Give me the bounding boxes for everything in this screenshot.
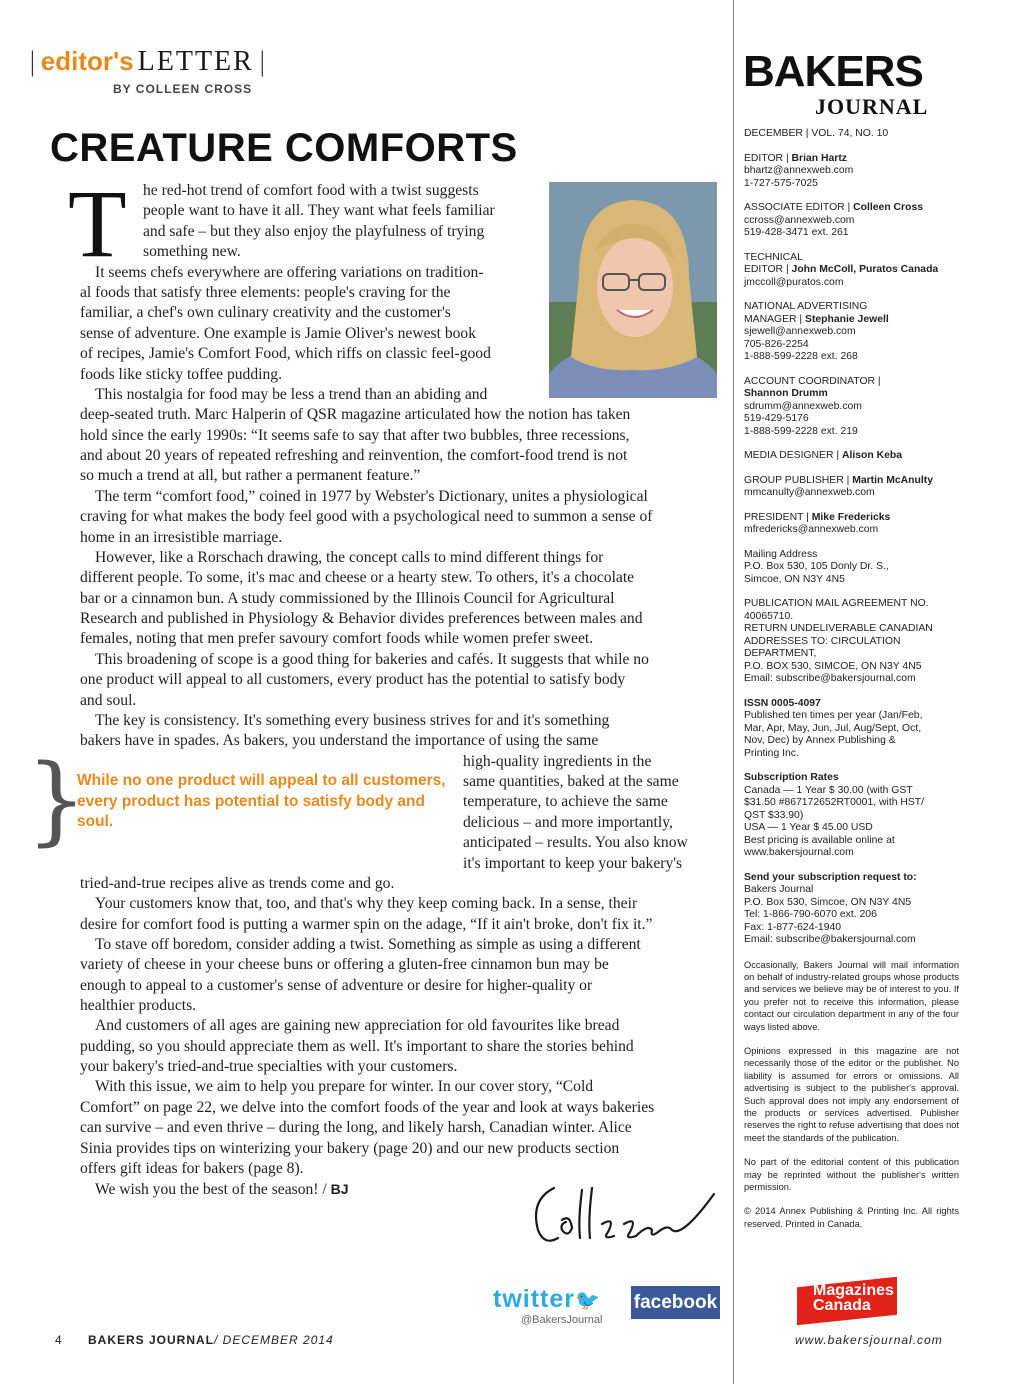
signature [532, 1180, 722, 1260]
staff-advertising [744, 301, 959, 364]
logo-magazines: Magazines [813, 1282, 894, 1299]
body-line: your bakery's tried-and-true specialties with your customers. [80, 1058, 458, 1075]
body-line: and soul. [80, 692, 137, 709]
name: Shannon Drumm [744, 388, 828, 399]
sign-off: BJ [330, 1181, 349, 1197]
staff-editor [744, 153, 959, 191]
role: GROUP PUBLISHER | [744, 474, 853, 486]
text-line: QST $33.90) [744, 809, 804, 821]
twitter-bird-icon: 🐦 [575, 1290, 601, 1312]
body-line: variety of cheese in your cheese buns or offering a gluten-free cinnamon bun may be [80, 956, 609, 973]
email: sdrumm@annexweb.com [744, 400, 862, 412]
role: NATIONAL ADVERTISING [744, 301, 868, 312]
phone: 705-826-2254 [744, 338, 809, 350]
body-line: it's important to keep your bakery's [463, 855, 683, 872]
text-line: Best pricing is available online at [744, 834, 895, 846]
privacy-notice: Occasionally, Bakers Journal will mail information on behalf of industry-related groups whose products and services we believe may be of interest to you. If you prefer not to receive this information, please contact our circulation department in any of the four ways listed above. [744, 959, 959, 1032]
text-line: USA — 1 Year $ 45.00 USD [744, 822, 873, 833]
body-line: craving for what makes the body feel good with a psychological need to summon a sense of [80, 508, 653, 525]
kicker-bar-right: | [257, 47, 267, 77]
body-line: desire for comfort food is putting a warmer spin on the adage, “If it ain't broke, don't fix it.” [80, 916, 653, 933]
name: Brian Hartz [791, 152, 847, 164]
name: John McColl, Puratos Canada [791, 264, 939, 275]
twitter-wordmark: twitter [493, 1285, 575, 1313]
opinions-disclaimer: Opinions expressed in this magazine are not necessarily those of the editor or the publisher. No liability is assumed for errors or omissions. All advertising is subject to the publisher's approval. Such approval does not imply any endorsement of the products or services advertised. Publisher reserves the right to refuse advertising that does not meet the standards of the publication. [744, 1045, 959, 1143]
pull-quote-brace: } [26, 744, 88, 856]
mailing-address [744, 549, 959, 587]
logo-journal: JOURNAL [815, 94, 929, 119]
body-line: pudding, so you should appreciate them as well. It's important to share the stories behind [80, 1038, 634, 1055]
kicker-letter: LETTER [137, 46, 254, 77]
phone: 519-428-3471 ext. 261 [744, 227, 849, 238]
section-kicker [28, 46, 267, 80]
email: jmccoll@puratos.com [744, 276, 844, 288]
body-line: Research and published in Physiology & Behavior divides preferences between males and [80, 610, 643, 627]
role: EDITOR | [744, 152, 792, 164]
staff-account-coordinator [744, 376, 959, 439]
pull-quote: While no one product will appeal to all customers, every product has potential to satisfy body and soul. [77, 772, 446, 830]
twitter-handle: @BakersJournal [521, 1314, 603, 1326]
body-line: It seems chefs everywhere are offering variations on tradition- [95, 264, 484, 281]
body-line: foods like sticky toffee pudding. [80, 366, 282, 383]
text-line: ADDRESSES TO: CIRCULATION [744, 635, 901, 647]
author-photo [549, 182, 717, 398]
staff-media-designer [744, 450, 959, 463]
role: ACCOUNT COORDINATOR | [744, 375, 881, 387]
body-line: Sinia provides tips on winterizing your bakery (page 20) and our new products section [80, 1140, 620, 1157]
body-line: one product will appeal to all customers, every product has the potential to satisfy body [80, 671, 626, 688]
text-line: Email: subscribe@bakersjournal.com [744, 934, 916, 945]
issn-info [744, 698, 959, 761]
label: Send your subscription request to: [744, 871, 917, 883]
body-line: The term “comfort food,” coined in 1977 by Webster's Dictionary, unites a physiological [95, 488, 648, 505]
body-line: and about 20 years of repeated refreshing and reinvention, the comfort-food trend is not [80, 447, 628, 464]
text-line: PUBLICATION MAIL AGREEMENT NO. [744, 598, 929, 609]
staff-group-publisher [744, 475, 959, 500]
text-line: Nov, Dec) by Annex Publishing & [744, 735, 896, 746]
footer-url[interactable]: www.bakersjournal.com [795, 1333, 943, 1347]
body-line: However, like a Rorschach drawing, the concept calls to mind different things for [95, 549, 604, 566]
text-line: Fax: 1-877-624-1940 [744, 921, 842, 933]
email: sjewell@annexweb.com [744, 326, 856, 337]
body-line: offers gift ideas for bakers (page 8). [80, 1160, 304, 1177]
body-line: bakers have in spades. As bakers, you understand the importance of using the same [80, 732, 599, 749]
subscription-rates [744, 772, 959, 860]
issue-info: DECEMBER | VOL. 74, NO. 10 [744, 128, 889, 139]
text-line: RETURN UNDELIVERABLE CANADIAN [744, 623, 933, 634]
signature-scribble [532, 1180, 722, 1255]
text-line: P.O. BOX 530, SIMCOE, ON N3Y 4N5 [744, 660, 922, 672]
role: ASSOCIATE EDITOR | [744, 202, 854, 213]
body-line: females, noting that men prefer savoury comfort foods while women prefer sweet. [80, 630, 594, 647]
label: Mailing Address [744, 548, 818, 560]
body-line: And customers of all ages are gaining new appreciation for old favourites like bread [95, 1017, 620, 1034]
page-title: CREATURE COMFORTS [50, 126, 518, 170]
phone: 519-429-5176 [744, 413, 809, 424]
publication-mail [744, 598, 959, 686]
body-line: al foods that satisfy three elements: people's craving for the [80, 284, 451, 301]
body-line: This nostalgia for food may be less a trend than an abiding and [95, 386, 488, 403]
staff-technical-editor [744, 252, 959, 290]
body-line: anticipated – results. You also know [463, 834, 688, 851]
body-line: healthier products. [80, 997, 197, 1014]
website-link[interactable]: www.bakersjournal.com [744, 847, 854, 858]
byline: BY COLLEEN CROSS [113, 82, 253, 96]
body-line: The key is consistency. It's something every business strives for and it's something [95, 712, 610, 729]
body-line: deep-seated truth. Marc Halperin of QSR magazine articulated how the notion has taken [80, 406, 631, 423]
body-line: bar or a cinnamon bun. A study commissioned by the Illinois Council for Agricultural [80, 590, 615, 607]
kicker-editors: editor's [40, 46, 134, 76]
body-line: home in an irresistible marriage. [80, 529, 283, 546]
author-portrait [549, 182, 717, 398]
body-line: tried-and-true recipes alive as trends come and go. [80, 875, 395, 892]
body-line: different people. To some, it's mac and cheese or a hearty stew. To others, it's a chocolate [80, 569, 635, 586]
body-line: This broadening of scope is a good thing for bakeries and cafés. It suggests that while no [95, 651, 649, 668]
role: MANAGER | [744, 313, 806, 325]
body-line-closing [95, 1179, 349, 1200]
name: Martin McAnulty [852, 474, 934, 486]
phone: 1-727-575-7025 [744, 177, 818, 189]
email: ccross@annexweb.com [744, 214, 855, 226]
kicker-bar-left: | [28, 47, 37, 77]
email: mfredericks@annexweb.com [744, 524, 879, 535]
role: TECHNICAL [744, 251, 803, 263]
name: Mike Fredericks [811, 511, 891, 523]
staff-associate-editor [744, 202, 959, 240]
body-line: sense of adventure. One example is Jamie Oliver's newest book [80, 325, 477, 342]
body-line: of recipes, Jamie's Comfort Food, which riffs on classic feel-good [80, 345, 491, 362]
body-line: Your customers know that, too, and that's why they keep coming back. In a sense, their [95, 895, 638, 912]
label: Subscription Rates [744, 772, 839, 783]
address-line: Simcoe, ON N3Y 4N5 [744, 573, 845, 585]
closing-text: We wish you the best of the season! / [95, 1181, 331, 1198]
folio [88, 1333, 334, 1347]
body-line: Comfort” on page 22, we delve into the comfort foods of the year and look at ways bakeries [80, 1099, 655, 1116]
column-divider [733, 0, 734, 1384]
drop-cap: T [68, 170, 127, 277]
body-line: so much a trend at all, but rather a permanent feature.” [80, 467, 421, 484]
page-number: 4 [55, 1333, 63, 1347]
body-line: and safe – but they also enjoy the playfulness of trying [143, 223, 485, 240]
name: Stephanie Jewell [805, 313, 889, 325]
magazines-canada-logo [797, 1276, 909, 1320]
folio-publication: BAKERS JOURNAL [88, 1333, 215, 1347]
name: Alison Keba [841, 450, 903, 461]
twitter-badge[interactable] [493, 1286, 623, 1326]
logo-bakers: BAKERS [743, 47, 923, 96]
reprint-notice: No part of the editorial content of this publication may be reprinted without the publisher's written permission. [744, 1157, 959, 1192]
folio-date: / DECEMBER 2014 [214, 1333, 334, 1347]
text-line: Mar, Apr, May, Jun, Jul, Aug/Sept, Oct, [744, 722, 922, 734]
body-line: familiar, a chef's own culinary creativity and the customer's [80, 304, 451, 321]
body-line: hold since the early 1990s: “It seems safe to say that after two bubbles, three recessions, [80, 427, 630, 444]
role: EDITOR | [744, 264, 792, 275]
role: PRESIDENT | [744, 511, 812, 523]
body-line: enough to appeal to a customer's sense of adventure or desire for higher-quality or [80, 977, 593, 994]
masthead-logo [743, 47, 955, 120]
facebook-badge[interactable]: facebook [631, 1286, 720, 1319]
copyright: © 2014 Annex Publishing & Printing Inc. All rights reserved. Printed in Canada. [744, 1206, 959, 1229]
issn: ISSN 0005-4097 [744, 697, 821, 709]
masthead [744, 128, 959, 1230]
email: bhartz@annexweb.com [744, 165, 854, 176]
name: Colleen Cross [853, 202, 924, 213]
email: mmcanulty@annexweb.com [744, 487, 875, 498]
text-line: $31.50 #867172652RT0001, with HST/ [744, 797, 925, 808]
phone: 1-888-599-2228 ext. 219 [744, 425, 858, 437]
text-line: Canada — 1 Year $ 30.00 (with GST [744, 784, 913, 796]
text-line: DEPARTMENT, [744, 648, 817, 659]
role: MEDIA DESIGNER | [744, 450, 842, 461]
body-line: temperature, to achieve the same [463, 793, 668, 810]
body-line: With this issue, we aim to help you prepare for winter. In our cover story, “Cold [95, 1078, 594, 1095]
body-line: something new. [143, 243, 241, 260]
body-line: To stave off boredom, consider adding a twist. Something as simple as using a different [95, 936, 641, 953]
staff-president [744, 512, 959, 537]
body-line: can survive – and even thrive – during the long, and likely harsh, Canadian winter. Alice [80, 1119, 632, 1136]
body-line: people want to have it all. They want what feels familiar [143, 202, 495, 219]
address-line: P.O. Box 530, 105 Donly Dr. S., [744, 561, 889, 572]
body-line: high-quality ingredients in the [463, 753, 652, 770]
phone: 1-888-599-2228 ext. 268 [744, 351, 858, 362]
text-line: Published ten times per year (Jan/Feb, [744, 710, 923, 721]
text-line: Printing Inc. [744, 747, 799, 759]
text-line: 40065710. [744, 610, 794, 622]
body-line: same quantities, baked at the same [463, 773, 679, 790]
body-line: he red-hot trend of comfort food with a twist suggests [143, 182, 479, 199]
text-line: Tel: 1-866-790-6070 ext. 206 [744, 909, 877, 920]
subscription-request [744, 872, 959, 947]
text-line: Bakers Journal [744, 884, 814, 895]
text-line: Email: subscribe@bakersjournal.com [744, 673, 916, 684]
text-line: P.O. Box 530, Simcoe, ON N3Y 4N5 [744, 896, 912, 908]
body-line: delicious – and more importantly, [463, 814, 673, 831]
logo-canada: Canada [813, 1297, 871, 1314]
